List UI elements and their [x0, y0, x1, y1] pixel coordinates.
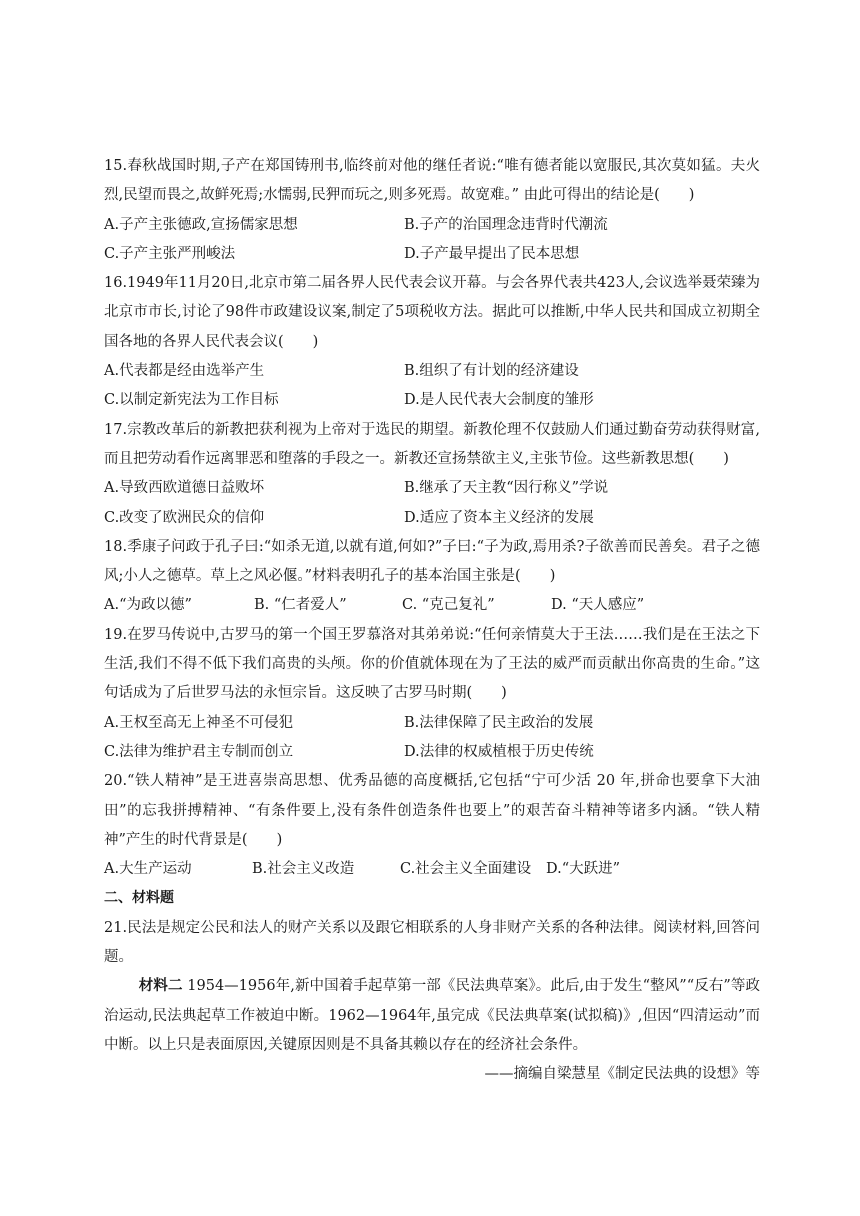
question-20-options-row	[104, 855, 760, 884]
question-17-option-b[interactable]: B.继承了天主教“因行称义”学说	[404, 480, 609, 497]
material-two-label: 材料二	[138, 978, 183, 995]
question-20-option-b[interactable]: B.社会主义改造	[252, 861, 355, 878]
question-16-stem: 16.1949年11月20日,北京市第二届各界人民代表会议开幕。与会各界代表共423人,会议选举聂荣臻为北京市市长,讨论了98件市政建设议案,制定了5项税收方法。据此可以推断,中华人民共和国成立初期全国各地的各界人民代表会议( )	[104, 275, 760, 350]
question-18-option-a[interactable]: A.“为政以德”	[104, 597, 192, 614]
exam-page	[104, 152, 760, 1090]
question-18-option-c[interactable]: C. “克己复礼”	[402, 597, 495, 614]
material-two-paragraph	[104, 972, 760, 1060]
question-18-stem: 18.季康子问政于孔子曰:“如杀无道,以就有道,何如?”子曰:“子为政,焉用杀?子欲善而民善矣。君子之德风;小人之德草。草上之风必偃。”材料表明孔子的基本治国主张是( )	[104, 538, 760, 585]
material-two-text: 1954—1956年,新中国着手起草第一部《民法典草案》。此后,由于发生“整风”“反右”等政治运动,民法典起草工作被迫中断。1962—1964年,虽完成《民法典草案(试拟稿)》,但因“四清运动”而中断。以上只是表面原因,关键原因则是不具备其赖以存在的经济社会条件。	[104, 978, 761, 1053]
question-20-option-c[interactable]: C.社会主义全面建设	[400, 861, 532, 878]
question-16-option-a[interactable]: A.代表都是经由选举产生	[104, 363, 265, 380]
question-17-option-c[interactable]: C.改变了欧洲民众的信仰	[104, 509, 265, 526]
question-19-options-row-2	[104, 738, 760, 767]
question-20-stem: 20.“铁人精神”是王进喜崇高思想、优秀品德的高度概括,它包括“宁可少活 20 年,拼命也要拿下大油田”的忘我拼搏精神、“有条件要上,没有条件创造条件也要上”的艰苦奋斗精神等诸多内涵。“铁人精神”产生的时代背景是( )	[104, 773, 760, 848]
question-16-option-b[interactable]: B.组织了有计划的经济建设	[404, 363, 579, 380]
question-20-option-a[interactable]: A.大生产运动	[104, 861, 192, 878]
question-19-option-d[interactable]: D.法律的权威植根于历史传统	[404, 743, 594, 760]
question-15-option-c[interactable]: C.子产主张严刑峻法	[104, 245, 236, 262]
question-18-option-b[interactable]: B. “仁者爱人”	[254, 597, 347, 614]
question-15-options-row-2	[104, 240, 760, 269]
question-16-option-d[interactable]: D.是人民代表大会制度的雏形	[404, 392, 594, 409]
question-18-options-row	[104, 591, 760, 620]
question-17-option-a[interactable]: A.导致西欧道德日益败坏	[104, 480, 265, 497]
question-19-option-c[interactable]: C.法律为维护君主专制而创立	[104, 743, 294, 760]
question-15-option-b[interactable]: B.子产的治国理念违背时代潮流	[404, 216, 608, 233]
question-19-stem: 19.在罗马传说中,古罗马的第一个国王罗慕洛对其弟弟说:“任何亲情莫大于王法……我们是在王法之下生活,我们不得不低下我们高贵的头颅。你的价值就体现在为了王法的威严而贡献出你高贵的生命。”这句话成为了后世罗马法的永恒宗旨。这反映了古罗马时期( )	[104, 626, 760, 702]
material-source: ——摘编自梁慧星《制定民法典的设想》等	[484, 1066, 760, 1083]
question-16-option-c[interactable]: C.以制定新宪法为工作目标	[104, 392, 279, 409]
question-19-options-row-1	[104, 709, 760, 738]
question-17-options-row-2	[104, 504, 760, 533]
question-15-stem: 15.春秋战国时期,子产在郑国铸刑书,临终前对他的继任者说:“唯有德者能以宽服民,其次莫如猛。夫火烈,民望而畏之,故鲜死焉;水懦弱,民狎而玩之,则多死焉。故宽难。” 由此可得出的结论是( )	[104, 158, 760, 204]
question-17-options-row-1	[104, 474, 760, 503]
question-17-stem: 17.宗教改革后的新教把获利视为上帝对于选民的期望。新教伦理不仅鼓励人们通过勤奋劳动获得财富, 而且把劳动看作远离罪恶和堕落的手段之一。新教还宣扬禁欲主义,主张节俭。这些新教思想( )	[104, 421, 760, 467]
question-15-options-row-1	[104, 211, 760, 240]
question-15-option-a[interactable]: A.子产主张德政,宣扬儒家思想	[104, 216, 298, 233]
question-21-stem: 21.民法是规定公民和法人的财产关系以及跟它相联系的人身非财产关系的各种法律。阅读材料,回答问题。	[104, 919, 760, 966]
question-20-option-d[interactable]: D.“大跃进”	[546, 861, 621, 878]
question-16-options-row-1	[104, 357, 760, 386]
question-19-option-a[interactable]: A.王权至高无上神圣不可侵犯	[104, 714, 294, 731]
section-heading-material: 二、材料题	[104, 890, 174, 907]
question-18-option-d[interactable]: D. “天人感应”	[551, 597, 645, 614]
question-17-option-d[interactable]: D.适应了资本主义经济的发展	[404, 509, 594, 526]
question-19-option-b[interactable]: B.法律保障了民主政治的发展	[404, 714, 594, 731]
question-16-options-row-2	[104, 386, 760, 415]
question-15-option-d[interactable]: D.子产最早提出了民本思想	[404, 245, 580, 262]
